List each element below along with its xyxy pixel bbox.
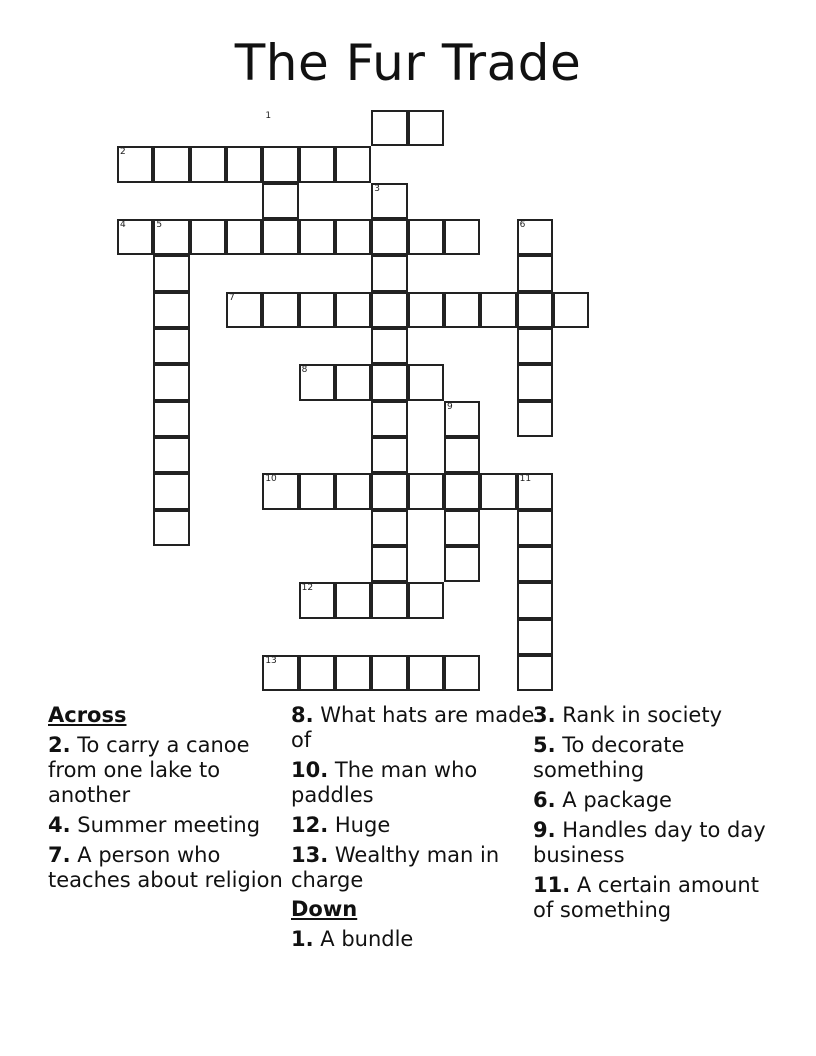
clue-item bbox=[291, 813, 536, 838]
grid-cell[interactable] bbox=[444, 437, 480, 473]
grid-cell[interactable] bbox=[262, 292, 298, 328]
grid-cell[interactable] bbox=[371, 473, 407, 509]
grid-cell[interactable] bbox=[480, 473, 516, 509]
grid-cell[interactable] bbox=[371, 655, 407, 691]
clue-number: 8. bbox=[291, 703, 314, 727]
grid-cell[interactable] bbox=[371, 219, 407, 255]
grid-cell[interactable] bbox=[517, 328, 553, 364]
clue-item bbox=[533, 703, 778, 728]
grid-cell[interactable] bbox=[299, 473, 335, 509]
clue-item bbox=[533, 873, 778, 923]
clue-item bbox=[48, 733, 293, 808]
clue-number: 6. bbox=[533, 788, 556, 812]
clue-number-label: 13 bbox=[265, 655, 277, 666]
grid-cell[interactable] bbox=[153, 255, 189, 291]
clue-number: 3. bbox=[533, 703, 556, 727]
clue-text: Handles day to day business bbox=[533, 818, 766, 867]
grid-cell[interactable] bbox=[408, 110, 444, 146]
grid-cell[interactable] bbox=[371, 510, 407, 546]
grid-cell[interactable] bbox=[262, 183, 298, 219]
grid-cell[interactable] bbox=[517, 655, 553, 691]
across-heading: Across bbox=[48, 703, 127, 727]
grid-cell[interactable] bbox=[480, 292, 516, 328]
grid-cell[interactable] bbox=[517, 510, 553, 546]
clue-number: 2. bbox=[48, 733, 71, 757]
grid-cell[interactable] bbox=[371, 110, 407, 146]
grid-cell[interactable] bbox=[517, 364, 553, 400]
grid-cell[interactable] bbox=[408, 582, 444, 618]
grid-cell[interactable] bbox=[262, 219, 298, 255]
grid-cell[interactable] bbox=[371, 364, 407, 400]
grid-cell[interactable] bbox=[299, 219, 335, 255]
clue-number-label: 6 bbox=[519, 219, 526, 230]
clue-item bbox=[533, 818, 778, 868]
grid-cell[interactable] bbox=[517, 255, 553, 291]
clue-number: 11. bbox=[533, 873, 571, 897]
clue-text: Wealthy man in charge bbox=[291, 843, 500, 892]
down-heading: Down bbox=[291, 897, 358, 921]
grid-cell[interactable] bbox=[153, 437, 189, 473]
clue-number-label: 9 bbox=[446, 401, 453, 412]
grid-cell[interactable] bbox=[153, 401, 189, 437]
grid-cell[interactable] bbox=[335, 292, 371, 328]
grid-cell[interactable] bbox=[153, 146, 189, 182]
clue-text: A person who teaches about religion bbox=[48, 843, 283, 892]
clue-number: 1. bbox=[291, 927, 314, 951]
clue-text: What hats are made of bbox=[291, 703, 535, 752]
clue-text: A certain amount of something bbox=[533, 873, 759, 922]
clue-text: A package bbox=[562, 788, 672, 812]
grid-cell[interactable] bbox=[444, 655, 480, 691]
puzzle-title: The Fur Trade bbox=[234, 34, 582, 92]
grid-cell[interactable] bbox=[517, 401, 553, 437]
clues-column-3 bbox=[533, 703, 778, 928]
grid-cell[interactable] bbox=[153, 328, 189, 364]
grid-cell[interactable] bbox=[371, 292, 407, 328]
grid-cell[interactable] bbox=[444, 292, 480, 328]
grid-cell[interactable] bbox=[153, 510, 189, 546]
grid-cell[interactable] bbox=[408, 292, 444, 328]
clue-item bbox=[533, 733, 778, 783]
clue-number-label: 3 bbox=[374, 183, 381, 194]
clue-item bbox=[291, 703, 536, 753]
grid-cell[interactable] bbox=[299, 292, 335, 328]
clue-text: To decorate something bbox=[533, 733, 685, 782]
grid-cell[interactable] bbox=[371, 255, 407, 291]
grid-cell[interactable] bbox=[444, 546, 480, 582]
grid-cell[interactable] bbox=[408, 219, 444, 255]
grid-cell[interactable] bbox=[335, 655, 371, 691]
grid-cell[interactable] bbox=[190, 219, 226, 255]
grid-cell[interactable] bbox=[408, 364, 444, 400]
grid-cell[interactable] bbox=[153, 473, 189, 509]
grid-cell[interactable] bbox=[444, 473, 480, 509]
clue-number: 7. bbox=[48, 843, 71, 867]
down-clue-list-continued bbox=[533, 703, 778, 923]
clue-text: Summer meeting bbox=[77, 813, 261, 837]
clue-item bbox=[48, 813, 293, 838]
grid-cell[interactable] bbox=[190, 146, 226, 182]
clue-number-label: 5 bbox=[156, 219, 163, 230]
grid-cell[interactable] bbox=[517, 582, 553, 618]
clue-item bbox=[291, 927, 536, 952]
clue-number: 13. bbox=[291, 843, 329, 867]
grid-cell[interactable] bbox=[335, 146, 371, 182]
grid-cell[interactable] bbox=[153, 364, 189, 400]
grid-cell[interactable] bbox=[226, 146, 262, 182]
grid-cell[interactable] bbox=[444, 219, 480, 255]
grid-cell[interactable] bbox=[517, 292, 553, 328]
grid-cell[interactable] bbox=[262, 146, 298, 182]
grid-cell[interactable] bbox=[408, 655, 444, 691]
clue-text: The man who paddles bbox=[291, 758, 478, 807]
clue-item bbox=[291, 758, 536, 808]
clue-number: 12. bbox=[291, 813, 329, 837]
grid-cell[interactable] bbox=[553, 292, 589, 328]
clue-text: Rank in society bbox=[562, 703, 722, 727]
across-clue-list-continued bbox=[291, 703, 536, 893]
clue-text: To carry a canoe from one lake to another bbox=[48, 733, 250, 807]
grid-cell[interactable] bbox=[517, 619, 553, 655]
clue-number: 10. bbox=[291, 758, 329, 782]
grid-cell[interactable] bbox=[371, 546, 407, 582]
grid-cell[interactable] bbox=[226, 219, 262, 255]
clue-text: A bundle bbox=[320, 927, 414, 951]
grid-cell[interactable] bbox=[153, 292, 189, 328]
clue-item bbox=[48, 843, 293, 893]
clues-column-2 bbox=[291, 703, 536, 957]
down-clue-list bbox=[291, 927, 536, 952]
grid-cell[interactable] bbox=[444, 510, 480, 546]
grid-cell[interactable] bbox=[335, 364, 371, 400]
grid-cell[interactable] bbox=[299, 146, 335, 182]
clue-text: Huge bbox=[334, 813, 391, 837]
grid-cell[interactable] bbox=[335, 582, 371, 618]
clue-number-label: 7 bbox=[228, 292, 235, 303]
clue-number-label: 8 bbox=[301, 365, 308, 376]
grid-cell[interactable] bbox=[517, 546, 553, 582]
grid-cell[interactable] bbox=[335, 219, 371, 255]
grid-cell[interactable] bbox=[299, 655, 335, 691]
clues-column-1 bbox=[48, 703, 293, 898]
across-clue-list bbox=[48, 733, 293, 893]
grid-cell[interactable] bbox=[371, 437, 407, 473]
clue-number: 5. bbox=[533, 733, 556, 757]
clue-number-label: 10 bbox=[265, 474, 277, 485]
clue-number-label: 2 bbox=[120, 147, 126, 158]
clue-number: 9. bbox=[533, 818, 556, 842]
grid-cell[interactable] bbox=[371, 328, 407, 364]
clue-number-label: 11 bbox=[519, 474, 532, 485]
clue-number-label: 1 bbox=[265, 111, 272, 121]
grid-cell[interactable] bbox=[408, 473, 444, 509]
clue-item bbox=[533, 788, 778, 813]
clue-number-label: 12 bbox=[301, 583, 314, 594]
clue-item bbox=[291, 843, 536, 893]
clue-number-label: 4 bbox=[120, 219, 126, 230]
grid-cell[interactable] bbox=[335, 473, 371, 509]
grid-cell[interactable] bbox=[371, 582, 407, 618]
clue-number: 4. bbox=[48, 813, 71, 837]
grid-cell[interactable] bbox=[371, 401, 407, 437]
